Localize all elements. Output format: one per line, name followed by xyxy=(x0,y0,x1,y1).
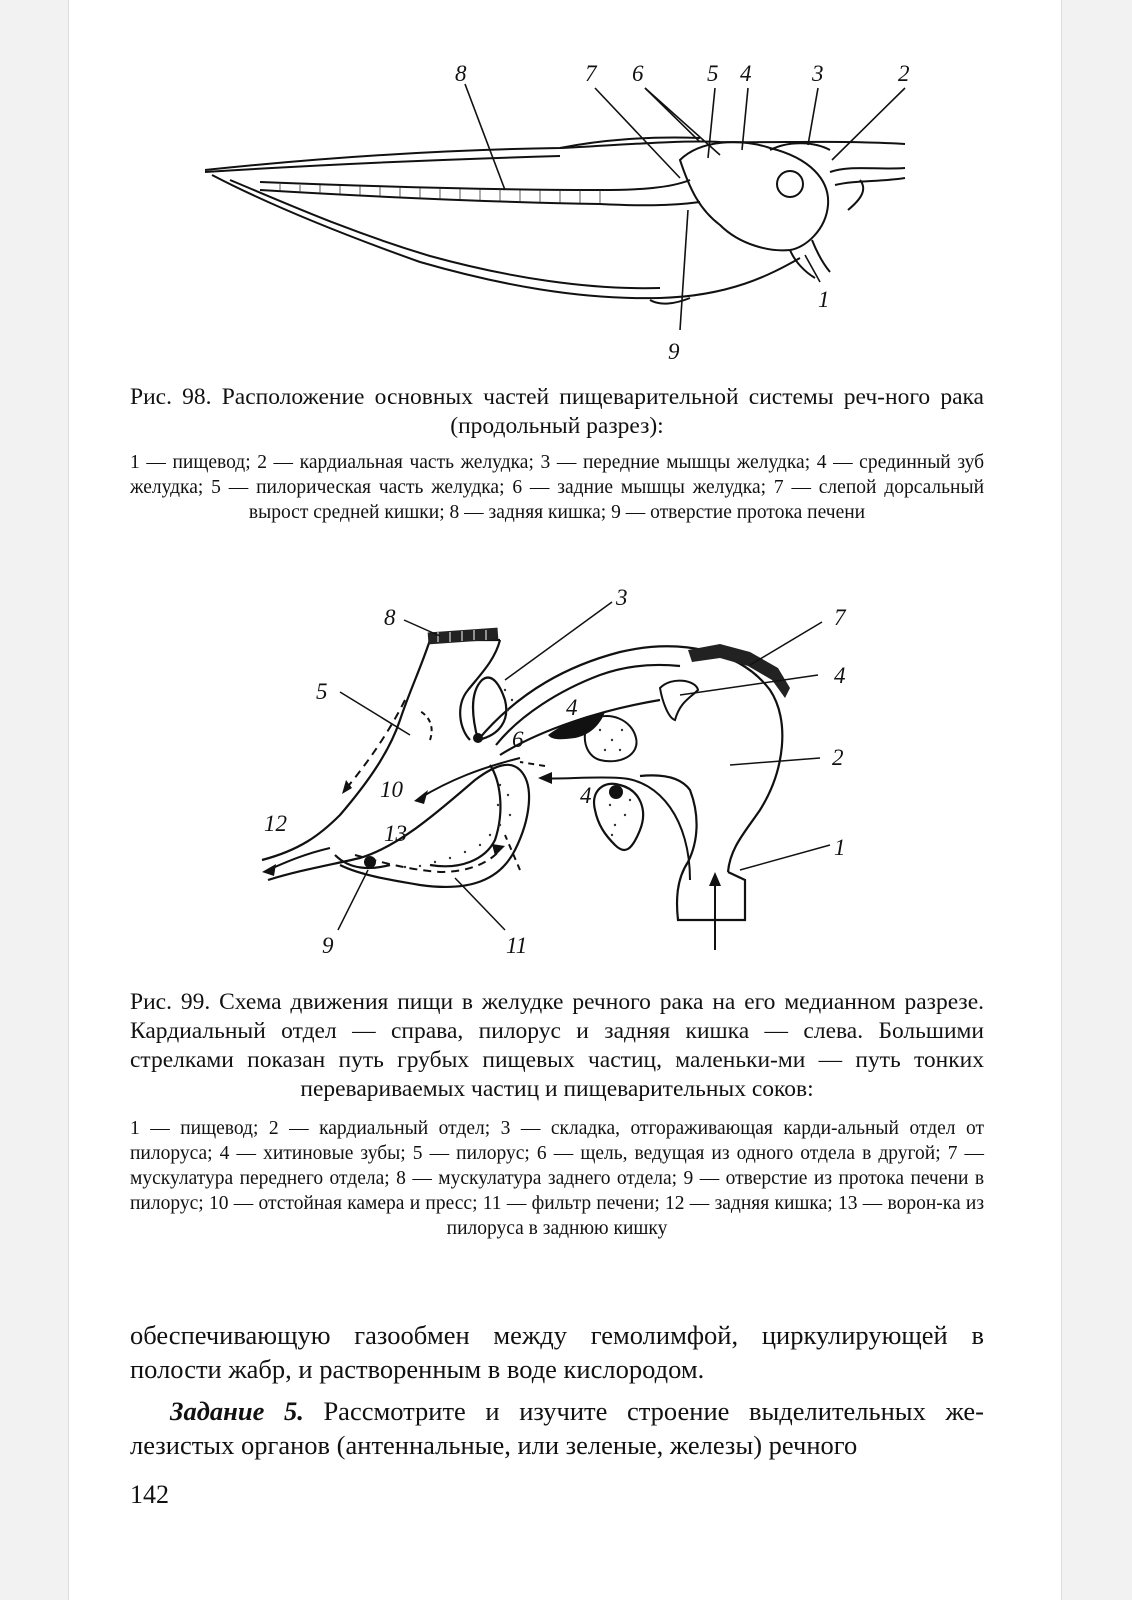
fig99-label-8: 8 xyxy=(384,605,396,630)
legend-item-text: отверстие из протока печени в пилорус xyxy=(130,1168,985,1214)
figure-98-caption-title: Рис. 98. Расположение основных частей пищеварительной системы реч-ного рака (продольный разрез): xyxy=(130,384,984,439)
legend-item-number: 2 xyxy=(268,1118,279,1139)
legend-item: 6 — задние мышцы желудка; xyxy=(512,477,774,498)
legend-item-number: 10 xyxy=(208,1193,229,1214)
fig99-label-1: 1 xyxy=(834,835,846,860)
fig99-label-4-upper: 4 xyxy=(566,695,578,720)
legend-item-number: 2 xyxy=(257,452,267,473)
legend-item: 12 — задняя кишка; xyxy=(665,1193,838,1214)
legend-item: 13 — ворон-ка из пилоруса в заднюю кишку xyxy=(446,1193,985,1239)
legend-item-text: пищевод xyxy=(172,452,246,473)
legend-item-text: кардиальная часть желудка xyxy=(299,452,529,473)
figure-99-legend xyxy=(130,1116,984,1241)
legend-item-number: 1 xyxy=(130,1118,140,1139)
page-number: 142 xyxy=(130,1480,169,1509)
legend-item-number: 13 xyxy=(837,1193,858,1214)
legend-item-text: передние мышцы желудка xyxy=(582,452,805,473)
legend-item-text: отстойная камера и пресс xyxy=(258,1193,473,1214)
legend-item-number: 6 xyxy=(536,1143,547,1164)
fig99-label-4-right: 4 xyxy=(834,663,846,688)
legend-item: 3 — передние мышцы желудка; xyxy=(540,452,817,473)
legend-item-number: 8 xyxy=(449,502,460,523)
body-paragraph-1: обеспечивающую газообмен между гемолимфой, циркулирующей в полости жабр, и растворенным в воде кислородом. xyxy=(130,1320,984,1384)
legend-item-number: 3 xyxy=(540,452,551,473)
fig98-label-7: 7 xyxy=(585,61,597,86)
figure-98-legend xyxy=(130,450,984,525)
legend-item: 5 — пилорус; xyxy=(412,1143,537,1164)
legend-item: 3 — складка, отгораживающая карди-альный отдел от пилоруса; xyxy=(130,1118,985,1164)
legend-item: 4 — срединный зуб желудка; xyxy=(130,452,985,498)
figure-99-drawing xyxy=(0,580,1132,980)
legend-item-number: 9 xyxy=(611,502,621,523)
figure-99-caption-title: Рис. 99. Схема движения пищи в желудке речного рака на его медианном разрезе. Кардиальный отдел — справа, пилорус и задняя кишка — слева. Большими стрелками показан путь грубых пищевых частиц, маленьки-ми — путь тонких перевариваемых частиц и пищеварительных соков: xyxy=(130,989,984,1102)
fig98-label-3: 3 xyxy=(812,61,824,86)
figure-99 xyxy=(0,580,1132,980)
task-text: Рассмотрите и изучите строение выделительных же-лезистых органов (антеннальные, или зеленые, железы) речного xyxy=(130,1396,985,1460)
legend-item-text: щель, ведущая из одного отдела в другой xyxy=(580,1143,936,1164)
legend-item-number: 11 xyxy=(482,1193,502,1214)
legend-item-text: отверстие протока печени xyxy=(650,502,866,523)
legend-item-number: 9 xyxy=(683,1168,694,1189)
legend-item: 1 — пищевод; xyxy=(130,1118,269,1139)
legend-item: 1 — пищевод; xyxy=(130,452,258,473)
figure-98 xyxy=(0,0,1132,380)
legend-item-number: 12 xyxy=(665,1193,685,1214)
fig98-label-1: 1 xyxy=(818,287,830,312)
legend-item-text: срединный зуб желудка xyxy=(130,452,985,498)
legend-item-number: 4 xyxy=(816,452,827,473)
legend-item: 7 — мускулатура переднего отдела; xyxy=(130,1143,985,1189)
fig98-label-2: 2 xyxy=(898,61,910,86)
fig99-label-3: 3 xyxy=(616,585,628,610)
legend-item: 2 — кардиальный отдел; xyxy=(268,1118,501,1139)
legend-item-text: кардиальный отдел xyxy=(319,1118,485,1139)
legend-item-text: хитиновые зубы xyxy=(263,1143,401,1164)
fig99-label-12: 12 xyxy=(264,811,287,836)
legend-item: 2 — кардиальная часть желудка; xyxy=(257,452,541,473)
fig99-label-13: 13 xyxy=(384,821,407,846)
legend-item: 11 — фильтр печени; xyxy=(482,1193,666,1214)
legend-item: 10 — отстойная камера и пресс; xyxy=(208,1193,483,1214)
legend-item-number: 6 xyxy=(512,477,523,498)
fig99-label-6: 6 xyxy=(512,727,524,752)
fig99-label-10: 10 xyxy=(380,777,403,802)
legend-item-text: складка, отгораживающая карди-альный отдел от пилоруса xyxy=(130,1118,985,1164)
legend-item: 4 — хитиновые зубы; xyxy=(219,1143,413,1164)
fig99-label-11: 11 xyxy=(506,933,528,958)
legend-item-number: 7 xyxy=(773,477,784,498)
legend-item-text: мускулатура переднего отдела xyxy=(130,1168,385,1189)
legend-item-text: ворон-ка из пилоруса в заднюю кишку xyxy=(446,1193,985,1239)
legend-item-text: мускулатура заднего отдела xyxy=(438,1168,672,1189)
body-paragraph-2 xyxy=(130,1394,984,1462)
legend-item-number: 8 xyxy=(396,1168,406,1189)
legend-item-text: фильтр печени xyxy=(531,1193,655,1214)
legend-item-text: пищевод xyxy=(180,1118,253,1139)
fig98-label-4: 4 xyxy=(740,61,752,86)
legend-item-number: 3 xyxy=(500,1118,511,1139)
legend-item-number: 5 xyxy=(211,477,221,498)
legend-item-text: задняя кишка xyxy=(714,1193,828,1214)
legend-item-text: задняя кишка xyxy=(488,502,601,523)
task-label: Задание 5. xyxy=(170,1396,304,1426)
fig98-label-5: 5 xyxy=(707,61,719,86)
legend-item: 9 — отверстие из протока печени в пилорус; xyxy=(130,1168,985,1214)
figure-98-drawing xyxy=(0,0,1132,380)
fig99-label-5: 5 xyxy=(316,679,328,704)
legend-item-number: 1 xyxy=(130,452,140,473)
legend-item: 6 — щель, ведущая из одного отдела в другой; xyxy=(536,1143,948,1164)
fig98-label-8: 8 xyxy=(455,61,467,86)
legend-item-text: пилорическая часть желудка xyxy=(256,477,500,498)
legend-item: 8 — задняя кишка; xyxy=(449,502,612,523)
legend-item: 5 — пилорическая часть желудка; xyxy=(211,477,513,498)
fig98-label-9: 9 xyxy=(668,339,680,364)
legend-item-number: 5 xyxy=(412,1143,423,1164)
legend-item-number: 4 xyxy=(219,1143,230,1164)
legend-item: 7 — слепой дорсальный вырост средней кишки; xyxy=(248,477,985,523)
fig99-label-7: 7 xyxy=(834,605,846,630)
fig99-label-9: 9 xyxy=(322,933,334,958)
legend-item: 9 — отверстие протока печени xyxy=(611,502,866,523)
legend-item-text: пилорус xyxy=(456,1143,525,1164)
fig99-label-2: 2 xyxy=(832,745,844,770)
legend-item-text: слепой дорсальный вырост средней кишки xyxy=(248,477,985,523)
legend-item-number: 7 xyxy=(947,1143,958,1164)
fig98-label-6: 6 xyxy=(632,61,644,86)
legend-item: 8 — мускулатура заднего отдела; xyxy=(396,1168,684,1189)
fig99-label-4-lower: 4 xyxy=(580,783,592,808)
legend-item-text: задние мышцы желудка xyxy=(557,477,761,498)
